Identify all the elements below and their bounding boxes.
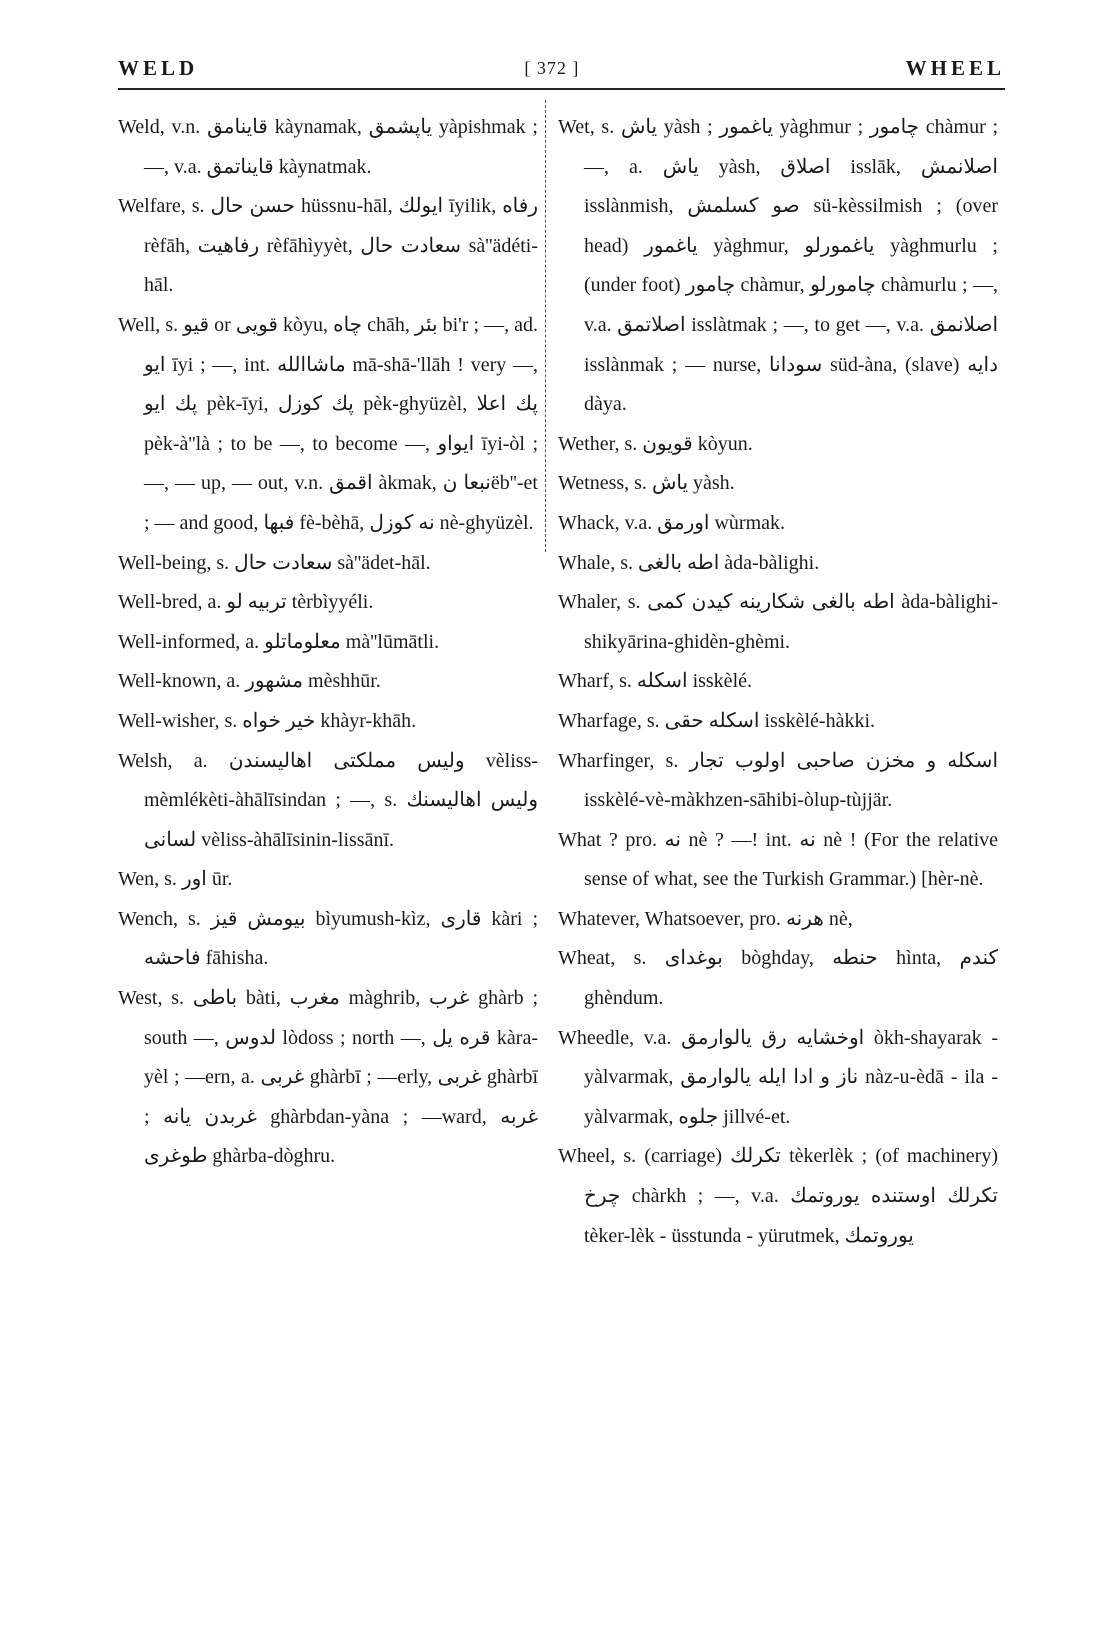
dictionary-entry: Wharfinger, s. اسكله و مخزن صاحبى اولوب تجار isskèlé-vè-màkhzen-sāhibi-òlup-tùjjär. xyxy=(558,749,998,812)
dictionary-entry: Wet, s. ياش yàsh ; ياغمور yàghmur ; چامور chàmur ; —, a. ياش yàsh, اصلاق isslāk, اصلانمش isslànmish, صو كسلمش sü-kèssilmish ; (over head) ياغمور yàghmur, ياغمورلو yàghmurlu ; (under foot) چامور chàmur, چامورلو chàmurlu ; —, v.a. اصلاتمق isslàtmak ; —, to get —, v.a. اصلانمق isslànmak ; — nurse, سودانا süd-àna, (slave) دايه dàya. xyxy=(558,116,998,416)
dictionary-entry: Whale, s. اطه بالغى àda-bàlighi. xyxy=(558,551,820,574)
dictionary-entry: Well-informed, a. معلوماتلو mà''lūmātli. xyxy=(118,630,440,653)
column-divider xyxy=(545,100,546,552)
dictionary-entry: West, s. باطى bàti, مغرب màghrib, غرب ghàrb ; south —, لدوس lòdoss ; north —, قره يل kàra-yèl ; —ern, a. غربى ghàrbī ; —erly, غربى ghàrbī ; غربدن يانه ghàrbdan-yàna ; —ward, غربه طوغرى ghàrba-dòghru. xyxy=(118,987,538,1168)
dictionary-entry: Well-being, s. سعادت حال sà''ädet-hāl. xyxy=(118,551,431,574)
dictionary-entry: Well-wisher, s. خير خواه khàyr-khāh. xyxy=(118,709,417,732)
dictionary-entry: Wharfage, s. اسكله حقى isskèlé-hàkki. xyxy=(558,709,876,732)
page-header xyxy=(118,48,1005,88)
dictionary-entry: Wheedle, v.a. اوخشايه رق يالوارمق òkh-shayarak - yàlvarmak, ناز و ادا ايله يالوارمق nàz-u-èdā - ila - yàlvarmak, جلوه jillvé-et. xyxy=(558,1026,998,1128)
dictionary-entry: Weld, v.n. قاينامق kàynamak, ياپشمق yàpishmak ; —, v.a. قايناتمق kàynatmak. xyxy=(118,116,538,178)
right-column xyxy=(558,108,998,1588)
dictionary-entry: Whaler, s. اطه بالغى شكارينه كيدن كمى àda-bàlighi-shikyārina-ghidèn-ghèmi. xyxy=(558,591,998,653)
page-number: [ 372 ] xyxy=(524,57,580,78)
dictionary-entry: Welsh, a. وليس مملكتى اهاليسندن vèliss-mèmlékèti-àhālīsindan ; —, s. وليس اهاليسنك لسانى vèliss-àhālīsinin-lissānī. xyxy=(118,749,538,851)
dictionary-entry: Wether, s. قويون kòyun. xyxy=(558,432,753,455)
dictionary-entry: Whatever, Whatsoever, pro. هرنه nè, xyxy=(558,907,853,930)
header-right-word: WHEEL xyxy=(905,55,1005,80)
dictionary-entry: Wheat, s. بوغداى bòghday, حنطه hìnta, كندم ghèndum. xyxy=(558,947,998,1010)
dictionary-entry: Wen, s. اور ūr. xyxy=(118,868,233,891)
dictionary-entry: Well, s. قيو or قويى kòyu, چاه chāh, بئر bi'r ; —, ad. ايو īyi ; —, int. ماشاالله mā-shā-'llāh ! very —, پك ايو pèk-īyi, پك كوزل pèk-ghyüzèl, پك اعلا pèk-à''là ; to be —, to become —, ايواو īyi-òl ; —, — up, — out, v.n. اقمق àkmak, نبعا نëb''-et ; — and good, فبها fè-bèhā, نه كوزل nè-ghyüzèl. xyxy=(118,313,538,534)
dictionary-entry: Well-bred, a. تربيه لو tèrbìyyéli. xyxy=(118,591,374,614)
dictionary-entry: Well-known, a. مشهور mèshhūr. xyxy=(118,670,381,693)
dictionary-entry: Welfare, s. حسن حال hüssnu-hāl, ايولك īyilik, رفاه rèfāh, رفاهيت rèfāhìyyèt, سعادت حال sà''ädéti-hāl. xyxy=(118,195,538,297)
dictionary-entry: Whack, v.a. اورمق wùrmak. xyxy=(558,511,786,534)
dictionary-entry: Wetness, s. ياش yàsh. xyxy=(558,472,735,495)
dictionary-entry: Wheel, s. (carriage) تكرلك tèkerlèk ; (of machinery) چرخ chàrkh ; —, v.a. تكرلك اوستنده يوروتمك tèker-lèk - üsstunda - yürutmek, يوروتمك xyxy=(558,1145,998,1247)
header-left-word: WELD xyxy=(118,55,199,80)
dictionary-entry: Wench, s. بيومش قيز bìyumush-kìz, قارى kàri ; فاحشه fāhisha. xyxy=(118,907,538,970)
dictionary-entry: What ? pro. نه nè ? —! int. نه nè ! (For the relative sense of what, see the Turkish Grammar.) [hèr-nè. xyxy=(558,828,998,891)
header-rule xyxy=(118,88,1005,90)
dictionary-entry: Wharf, s. اسكله isskèlé. xyxy=(558,670,752,693)
left-column xyxy=(118,108,538,1588)
